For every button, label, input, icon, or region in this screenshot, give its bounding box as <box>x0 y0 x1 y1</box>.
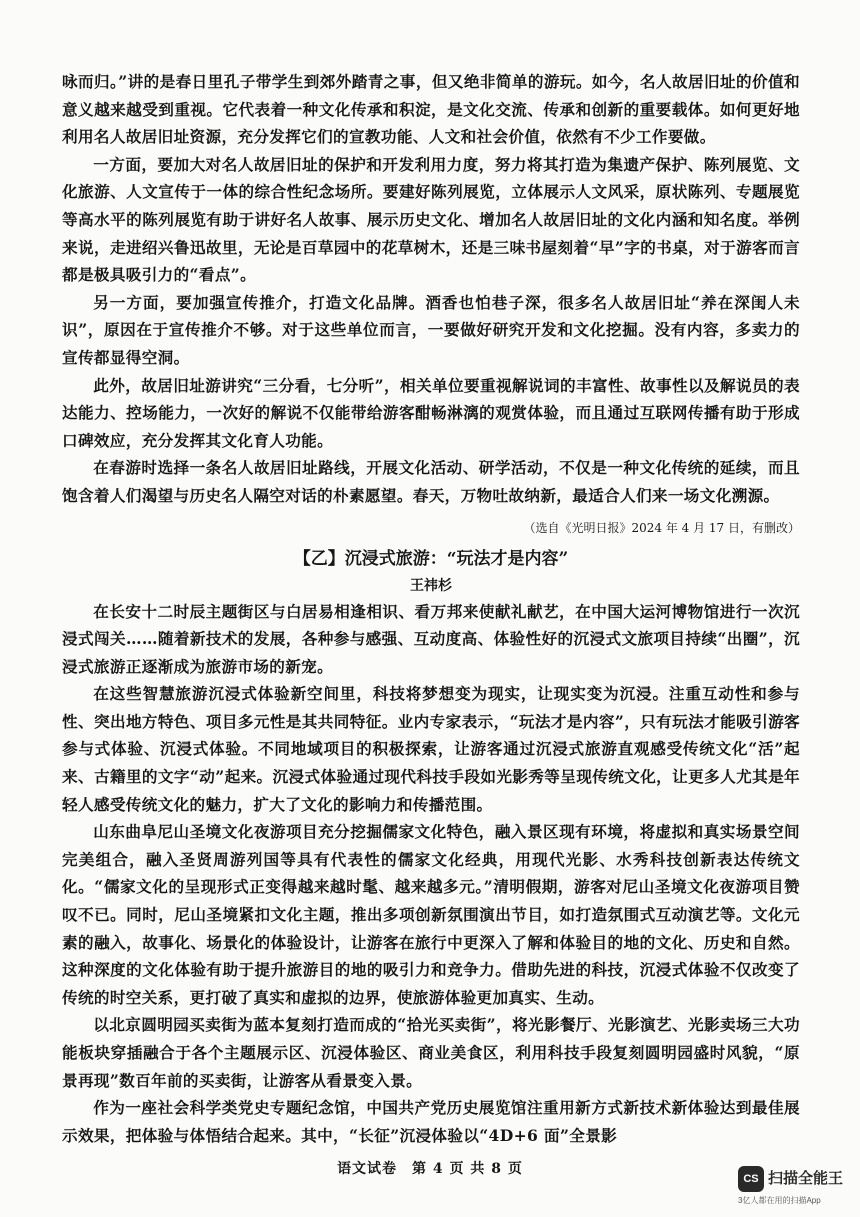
paragraph-a-4: 此外，故居旧址游讲究“三分看，七分听”，相关单位要重视解说词的丰富性、故事性以及解说员的表达能力、控场能力，一次好的解说不仅能带给游客酣畅淋漓的观赏体验，而且通过互联网传播有助于形成口碑效应，充分发挥其文化育人功能。 <box>62 375 800 450</box>
paragraph-b-4: 以北京圆明园买卖街为蓝本复刻打造而成的“拾光买卖街”，将光影餐厅、光影演艺、光影卖场三大功能板块穿插融合于各个主题展示区、沉浸体验区、商业美食区，利用科技手段复刻圆明园盛时风貌，“原景再现”数百年前的买卖街，让游客从看景变入景。 <box>62 1015 800 1090</box>
paragraph-a-1: 咏而归。”讲的是春日里孔子带学生到郊外踏青之事，但又绝非简单的游玩。如今，名人故居旧址的价值和意义越来越受到重视。它代表着一种文化传承和积淀，是文化交流、传承和创新的重要载体。如何更好地利用名人故居旧址资源，充分发挥它们的宣教功能、人文和社会价值，依然有不少工作要做。 <box>62 72 800 147</box>
source-citation: （选自《光明日报》2024 年 4 月 17 日，有删改） <box>523 520 800 535</box>
paragraph-a-3: 另一方面，要加强宣传推介，打造文化品牌。酒香也怕巷子深，很多名人故居旧址“养在深闺人未识”，原因在于宣传推介不够。对于这些单位而言，一要做好研究开发和文化挖掘。没有内容，多卖力的宣传都显得空洞。 <box>62 292 800 367</box>
scanner-watermark <box>738 1164 850 1208</box>
paragraph-b-1: 在长安十二时辰主题街区与白居易相逢相识、看万邦来使献礼献艺，在中国大运河博物馆进行一次沉浸式闯关……随着新技术的发展，各种参与感强、互动度高、体验性好的沉浸式文旅项目持续“出圈”，沉浸式旅游正逐渐成为旅游市场的新宠。 <box>62 601 800 676</box>
camscanner-logo-icon: CS <box>738 1166 764 1192</box>
article-b-author: 王祎杉 <box>410 577 452 594</box>
watermark-app-name: 扫描全能王 <box>768 1170 844 1187</box>
paragraph-a-2: 一方面，要加大对名人故居旧址的保护和开发利用力度，努力将其打造为集遗产保护、陈列展览、文化旅游、人文宣传于一体的综合性纪念场所。要建好陈列展览，立体展示人文风采，原状陈列、专题展览等高水平的陈列展览有助于讲好名人故事、展示历史文化、增加名人故居旧址的文化内涵和知名度。举例来说，走进绍兴鲁迅故里，无论是百草园中的花草树木，还是三味书屋刻着“早”字的书桌，对于游客而言都是极具吸引力的“看点”。 <box>62 154 800 285</box>
page-footer: 语文试卷 第 4 页 共 8 页 <box>337 1161 523 1177</box>
watermark-tagline: 3亿人都在用的扫描App <box>738 1196 821 1205</box>
paragraph-a-5: 在春游时选择一条名人故居旧址路线，开展文化活动、研学活动，不仅是一种文化传统的延续，而且饱含着人们渴望与历史名人隔空对话的朴素愿望。春天，万物吐故纳新，最适合人们来一场文化溯源。 <box>62 458 800 505</box>
page-content <box>62 68 800 1149</box>
paragraph-b-5: 作为一座社会科学类党史专题纪念馆，中国共产党历史展览馆注重用新方式新技术新体验达到最佳展示效果，把体验与体悟结合起来。其中，“长征”沉浸体验以“4D+6 面”全景影 <box>62 1098 800 1145</box>
paragraph-b-2: 在这些智慧旅游沉浸式体验新空间里，科技将梦想变为现实，让现实变为沉浸。注重互动性和参与性、突出地方特色、项目多元性是其共同特征。业内专家表示，“玩法才是内容”，只有玩法才能吸引游客参与式体验、沉浸式体验。不同地域项目的积极探索，让游客通过沉浸式旅游直观感受传统文化“活”起来、古籍里的文字“动”起来。沉浸式体验通过现代科技手段如光影秀等呈现传统文化，让更多人尤其是年轻人感受传统文化的魅力，扩大了文化的影响力和传播范围。 <box>62 684 800 814</box>
paragraph-b-3: 山东曲阜尼山圣境文化夜游项目充分挖掘儒家文化特色，融入景区现有环境，将虚拟和真实场景空间完美组合，融入圣贤周游列国等具有代表性的儒家文化经典，用现代光影、水秀科技创新表达传统文化。“儒家文化的呈现形式正变得越来越时髦、越来越多元。”清明假期，游客对尼山圣境文化夜游项目赞叹不已。同时，尼山圣境紧扣文化主题，推出多项创新氛围演出节目，如打造氛围式互动演艺等。文化元素的融入，故事化、场景化的体验设计，让游客在旅行中更深入了解和体验目的地的文化、历史和自然。这种深度的文化体验有助于提升旅游目的地的吸引力和竞争力。借助先进的科技，沉浸式体验不仅改变了传统的时空关系，更打破了真实和虚拟的边界，使旅游体验更加真实、生动。 <box>62 822 800 1007</box>
article-b-title: 【乙】沉浸式旅游：“玩法才是内容” <box>293 548 569 569</box>
